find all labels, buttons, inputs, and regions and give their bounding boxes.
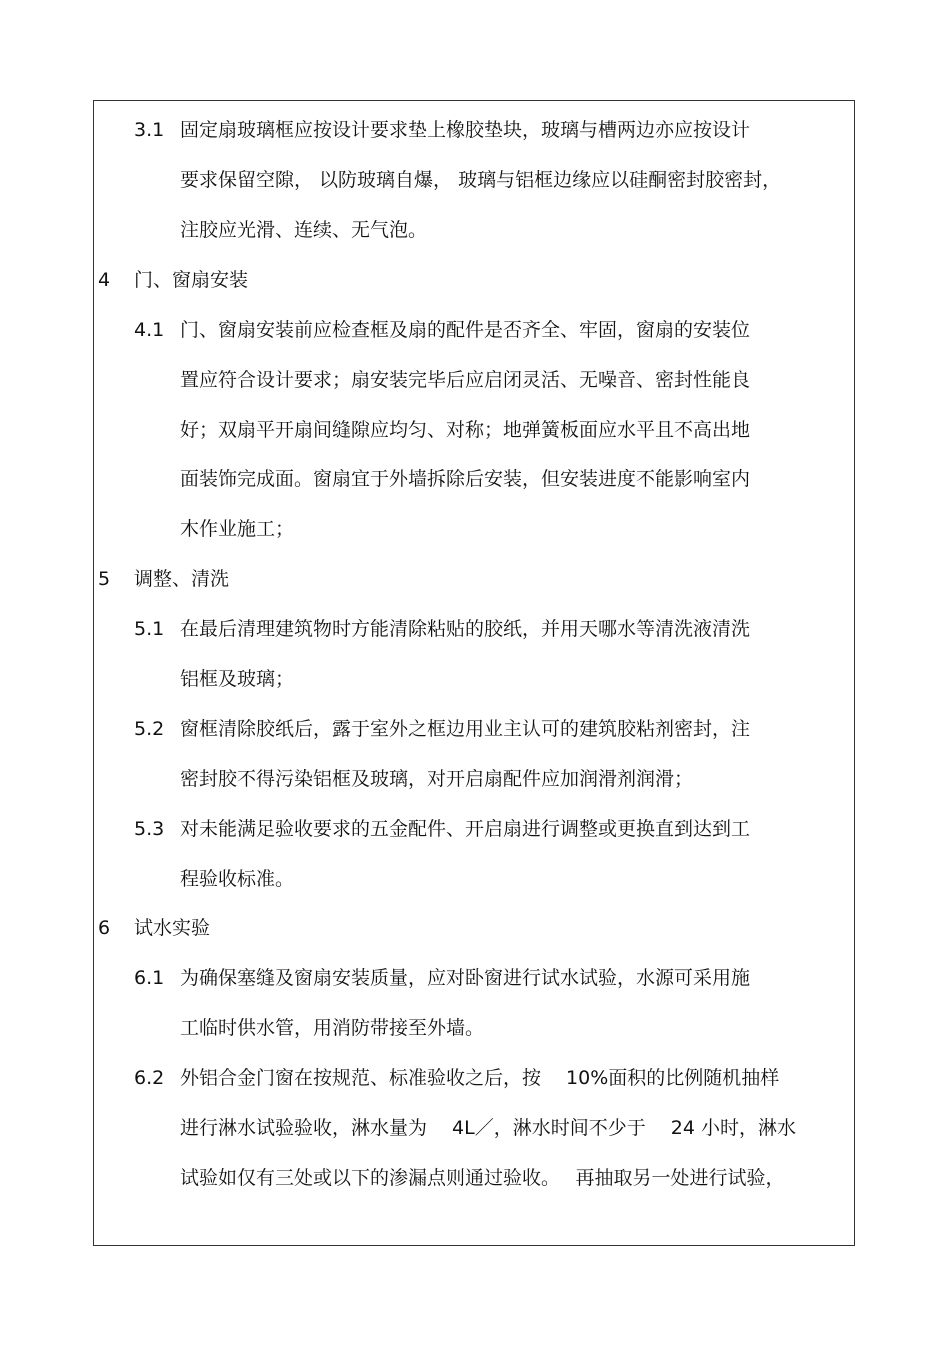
clause-text-line: 为确保塞缝及窗扇安装质量，应对卧窗进行试水试验，水源可采用施 bbox=[180, 967, 751, 989]
clause-text-line: 置应符合设计要求；扇安装完毕后应启闭灵活、无噪音、密封性能良 bbox=[180, 369, 751, 391]
clause-text-line: 固定扇玻璃框应按设计要求垫上橡胶垫块，玻璃与槽两边亦应按设计 bbox=[180, 119, 751, 141]
clause-number: 6.2 bbox=[134, 1067, 165, 1089]
clause-number: 3.1 bbox=[134, 119, 165, 141]
clause-number: 5.3 bbox=[134, 818, 165, 840]
clause-text-line: 试验如仅有三处或以下的渗漏点则通过验收。 再抽取另一处进行试验， bbox=[180, 1167, 785, 1189]
clause-text-line: 程验收标准。 bbox=[180, 868, 295, 890]
section-number: 6 bbox=[98, 917, 111, 939]
clause-text-line: 外铝合金门窗在按规范、标准验收之后，按 10%面积的比例随机抽样 bbox=[180, 1067, 780, 1089]
clause-text-line: 好；双扇平开扇间缝隙应均匀、对称；地弹簧板面应水平且不高出地 bbox=[180, 419, 751, 441]
clause-text-line: 对未能满足验收要求的五金配件、开启扇进行调整或更换直到达到工 bbox=[180, 818, 751, 840]
section-heading: 试水实验 bbox=[134, 917, 211, 939]
clause-text-line: 面装饰完成面。窗扇宜于外墙拆除后安装，但安装进度不能影响室内 bbox=[180, 468, 751, 490]
clause-text-line: 注胶应光滑、连续、无气泡。 bbox=[180, 219, 428, 241]
section-heading: 调整、清洗 bbox=[134, 568, 230, 590]
clause-text-line: 门、窗扇安装前应检查框及扇的配件是否齐全、牢固，窗扇的安装位 bbox=[180, 319, 751, 341]
clause-text-line: 工临时供水管，用消防带接至外墙。 bbox=[180, 1017, 485, 1039]
clause-number: 4.1 bbox=[134, 319, 165, 341]
clause-number: 5.2 bbox=[134, 718, 165, 740]
clause-text-line: 木作业施工； bbox=[180, 518, 295, 540]
section-number: 5 bbox=[98, 568, 111, 590]
clause-text-line: 窗框清除胶纸后，露于室外之框边用业主认可的建筑胶粘剂密封，注 bbox=[180, 718, 751, 740]
clause-text-line: 在最后清理建筑物时方能清除粘贴的胶纸，并用天哪水等清洗液清洗 bbox=[180, 618, 751, 640]
clause-number: 5.1 bbox=[134, 618, 165, 640]
section-number: 4 bbox=[98, 269, 111, 291]
section-heading: 门、窗扇安装 bbox=[134, 269, 249, 291]
clause-number: 6.1 bbox=[134, 967, 165, 989]
clause-text-line: 密封胶不得污染铝框及玻璃，对开启扇配件应加润滑剂润滑； bbox=[180, 768, 694, 790]
clause-text-line: 要求保留空隙， 以防玻璃自爆， 玻璃与铝框边缘应以硅酮密封胶密封， bbox=[180, 169, 782, 191]
clause-text-line: 进行淋水试验验收，淋水量为 4L／，淋水时间不少于 24 小时，淋水 bbox=[180, 1117, 796, 1139]
clause-text-line: 铝框及玻璃； bbox=[180, 668, 295, 690]
